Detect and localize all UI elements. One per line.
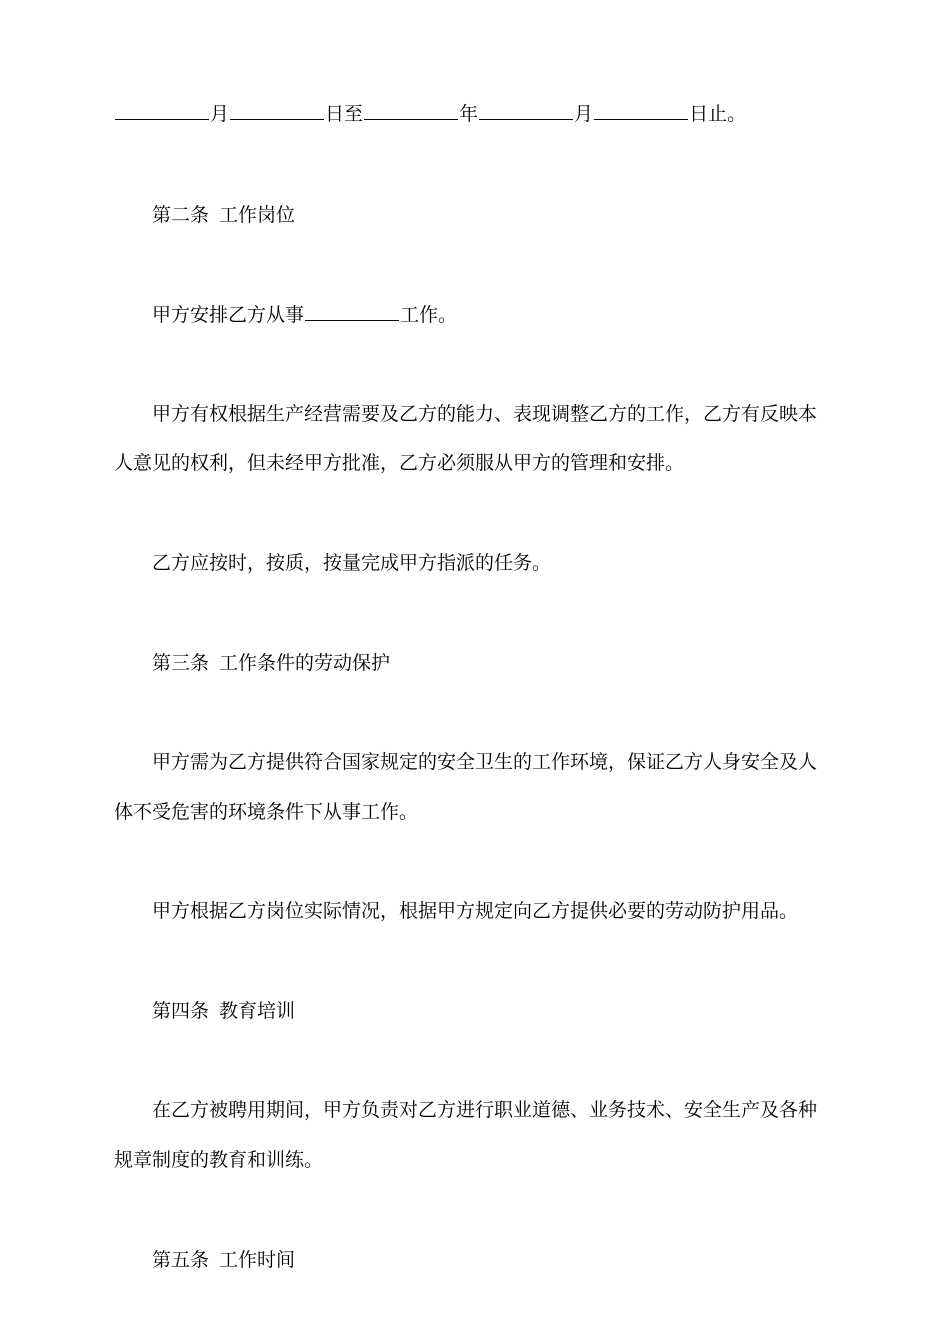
article-2-heading [152, 203, 295, 227]
article-3-paragraph-1-line-2: 体不受危害的环境条件下从事工作。 [114, 801, 419, 823]
article-number: 第四条 [152, 1000, 210, 1022]
blank-field [305, 302, 399, 321]
article-title: 工作时间 [219, 1249, 296, 1271]
month-label: 月 [574, 103, 594, 125]
article-4-paragraph-1-line-2: 规章制度的教育和训练。 [114, 1149, 324, 1171]
article-title: 工作岗位 [219, 204, 296, 226]
article-3-paragraph-1-line-1: 甲方需为乙方提供符合国家规定的安全卫生的工作环境，保证乙方人身安全及人 [152, 751, 818, 773]
month-label: 月 [210, 103, 230, 125]
article-5-heading [152, 1248, 295, 1272]
paragraph-text: 甲方安排乙方从事 [152, 304, 305, 326]
day-end-label: 日止。 [689, 103, 747, 125]
blank-field [230, 101, 324, 120]
blank-field [115, 101, 209, 120]
year-label: 年 [459, 103, 479, 125]
article-2-paragraph-3: 乙方应按时，按质，按量完成甲方指派的任务。 [152, 552, 552, 574]
article-title: 工作条件的劳动保护 [219, 652, 391, 674]
paragraph-text: 工作。 [400, 304, 458, 326]
article-2-paragraph-2-line-1: 甲方有权根据生产经营需要及乙方的能力、表现调整乙方的工作，乙方有反映本 [152, 403, 818, 425]
article-4-paragraph-1-line-1: 在乙方被聘用期间，甲方负责对乙方进行职业道德、业务技术、安全生产及各种 [152, 1099, 818, 1121]
article-2-paragraph-2-line-2: 人意见的权利，但未经甲方批准，乙方必须服从甲方的管理和安排。 [114, 452, 685, 474]
article-number: 第五条 [152, 1249, 210, 1271]
contract-date-line [114, 101, 746, 126]
article-3-heading [152, 651, 390, 675]
article-title: 教育培训 [219, 1000, 296, 1022]
blank-field [479, 101, 573, 120]
blank-field [364, 101, 458, 120]
day-to-label: 日至 [325, 103, 364, 125]
article-2-paragraph-1 [152, 302, 457, 327]
article-4-heading [152, 999, 295, 1023]
article-number: 第二条 [152, 204, 210, 226]
article-number: 第三条 [152, 652, 210, 674]
article-3-paragraph-2: 甲方根据乙方岗位实际情况，根据甲方规定向乙方提供必要的劳动防护用品。 [152, 900, 799, 922]
blank-field [594, 101, 688, 120]
